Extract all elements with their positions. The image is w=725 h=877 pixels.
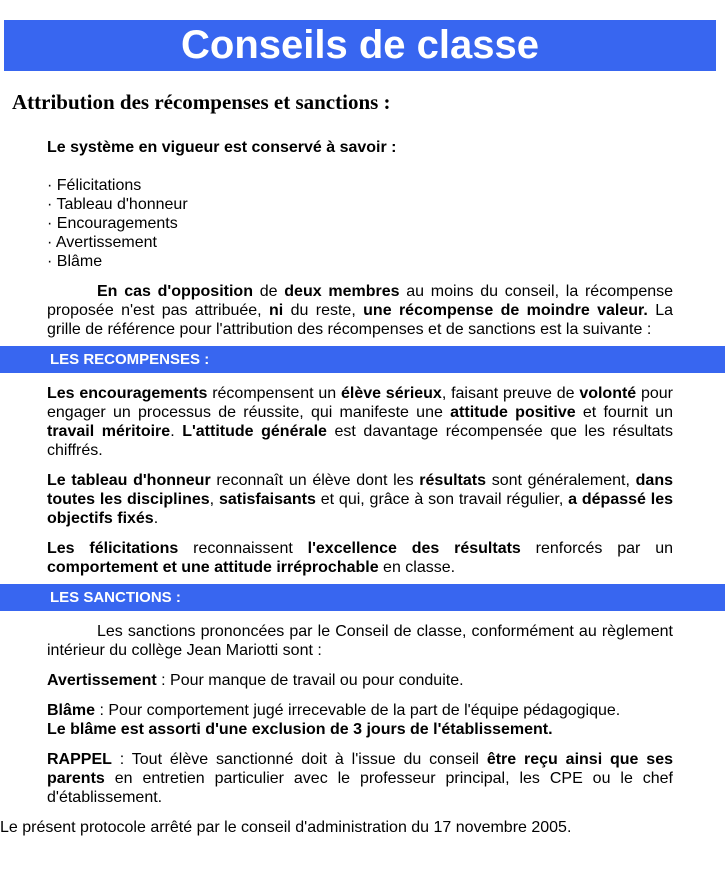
text-run: récompensent un — [207, 385, 341, 402]
text-run: est davantage récompensée que les résultats chiffrés. — [47, 423, 673, 459]
bullet-list — [47, 176, 673, 271]
bold-text-run: L'attitude générale — [182, 423, 327, 440]
bold-text-run: RAPPEL — [47, 751, 112, 768]
text-run: renforcés par un — [520, 540, 673, 557]
bold-text-run: une récompense de moindre valeur. — [363, 302, 648, 319]
bold-text-run: résultats — [419, 472, 486, 489]
paragraph — [47, 471, 673, 528]
bullet-icon: · — [47, 177, 57, 194]
list-item-label: Blâme — [56, 253, 103, 270]
bold-text-run: Avertissement — [47, 672, 157, 689]
text-run: . — [153, 510, 159, 527]
page-banner — [4, 20, 716, 71]
section-title-recompenses: LES RECOMPENSES : — [50, 351, 210, 368]
paragraph — [47, 750, 673, 807]
section-paragraphs-recompenses — [47, 384, 673, 577]
bullet-icon: · — [47, 196, 57, 213]
list-item — [47, 252, 673, 271]
paragraph — [47, 671, 673, 690]
text-run: , — [209, 491, 219, 508]
bold-text-run: Les encouragements — [47, 385, 208, 402]
paragraph — [47, 282, 673, 339]
text-run: et qui, grâce à son travail régulier, — [315, 491, 569, 508]
bullet-icon: · — [47, 215, 57, 232]
bold-text-run: être reçu ainsi que ses parents — [47, 751, 674, 787]
text-run: reconnaît un élève dont les — [210, 472, 420, 489]
paragraph — [47, 701, 673, 739]
list-item-label: Félicitations — [56, 177, 142, 194]
paragraph — [47, 539, 673, 577]
text-run: de — [252, 283, 285, 300]
bold-text-run: élève sérieux — [340, 385, 442, 402]
paragraph — [47, 384, 673, 460]
bold-text-run: dans toutes les disciplines — [47, 472, 673, 508]
intro-paragraphs — [47, 282, 673, 339]
section-paragraphs-sanctions — [47, 622, 673, 807]
text-run: au moins du conseil, la récompense proposée n'est pas attribuée, — [47, 283, 674, 319]
page-title: Attribution des récompenses et sanctions : — [12, 90, 391, 114]
text-run: , faisant preuve de — [441, 385, 580, 402]
bold-text-run: satisfaisants — [218, 491, 316, 508]
bold-text-run: volonté — [579, 385, 637, 402]
section-bar-sanctions — [0, 584, 725, 611]
bold-text-run: ni — [269, 302, 284, 319]
bold-text-run: attitude positive — [450, 404, 576, 421]
bold-text-run: Blâme — [47, 702, 96, 719]
bold-text-run: Le tableau d'honneur — [47, 472, 211, 489]
bold-text-run: Le blâme est assorti d'une exclusion de 3 jours de l'établissement. — [47, 721, 553, 738]
section-title-sanctions: LES SANCTIONS : — [50, 589, 181, 606]
bold-text-run: a dépassé les objectifs fixés — [47, 491, 674, 527]
section-bar-recompenses — [0, 346, 725, 373]
intro-lead: Le système en vigueur est conservé à savoir : — [47, 139, 397, 156]
list-item-label: Encouragements — [56, 215, 178, 232]
bold-text-run: comportement et une attitude irréprochable — [47, 559, 379, 576]
banner-title: Conseils de classe — [181, 23, 539, 67]
footer-note: Le présent protocole arrêté par le conseil d'administration du 17 novembre 2005. — [0, 819, 572, 836]
bold-text-run: deux membres — [284, 283, 400, 300]
text-run: La grille de référence pour l'attribution des récompenses et de sanctions est la suivante : — [47, 302, 673, 338]
bullet-icon: · — [47, 253, 57, 270]
text-run: Les sanctions prononcées par le Conseil de classe, conformément au règlement intérieur du collège Jean Mariotti sont : — [47, 623, 673, 659]
text-run: du reste, — [283, 302, 364, 319]
bold-text-run: Les félicitations — [47, 540, 179, 557]
text-run: en entretien particulier avec le professeur principal, les CPE ou le chef d'établissement. — [47, 770, 673, 806]
bold-text-run: l'excellence des résultats — [307, 540, 521, 557]
list-item — [47, 176, 673, 195]
list-item — [47, 195, 673, 214]
text-run: reconnaissent — [178, 540, 308, 557]
bold-text-run: En cas d'opposition — [97, 283, 253, 300]
list-item-label: Tableau d'honneur — [56, 196, 188, 213]
text-run: . — [170, 423, 183, 440]
text-run: : Pour comportement jugé irrecevable de la part de l'équipe pédagogique. — [95, 702, 621, 719]
text-run: en classe. — [378, 559, 456, 576]
text-run: : Pour manque de travail ou pour conduite. — [156, 672, 464, 689]
text-run: : Tout élève sanctionné doit à l'issue du conseil — [111, 751, 487, 768]
bold-text-run: travail méritoire — [47, 423, 171, 440]
text-run: et fournit un — [575, 404, 674, 421]
list-item-label: Avertissement — [55, 234, 157, 251]
bullet-icon: · — [47, 234, 56, 251]
text-run: sont généralement, — [486, 472, 636, 489]
list-item — [47, 233, 673, 252]
list-item — [47, 214, 673, 233]
paragraph — [47, 622, 673, 660]
text-run: pour engager un processus de réussite, qui manifeste une — [47, 385, 674, 421]
